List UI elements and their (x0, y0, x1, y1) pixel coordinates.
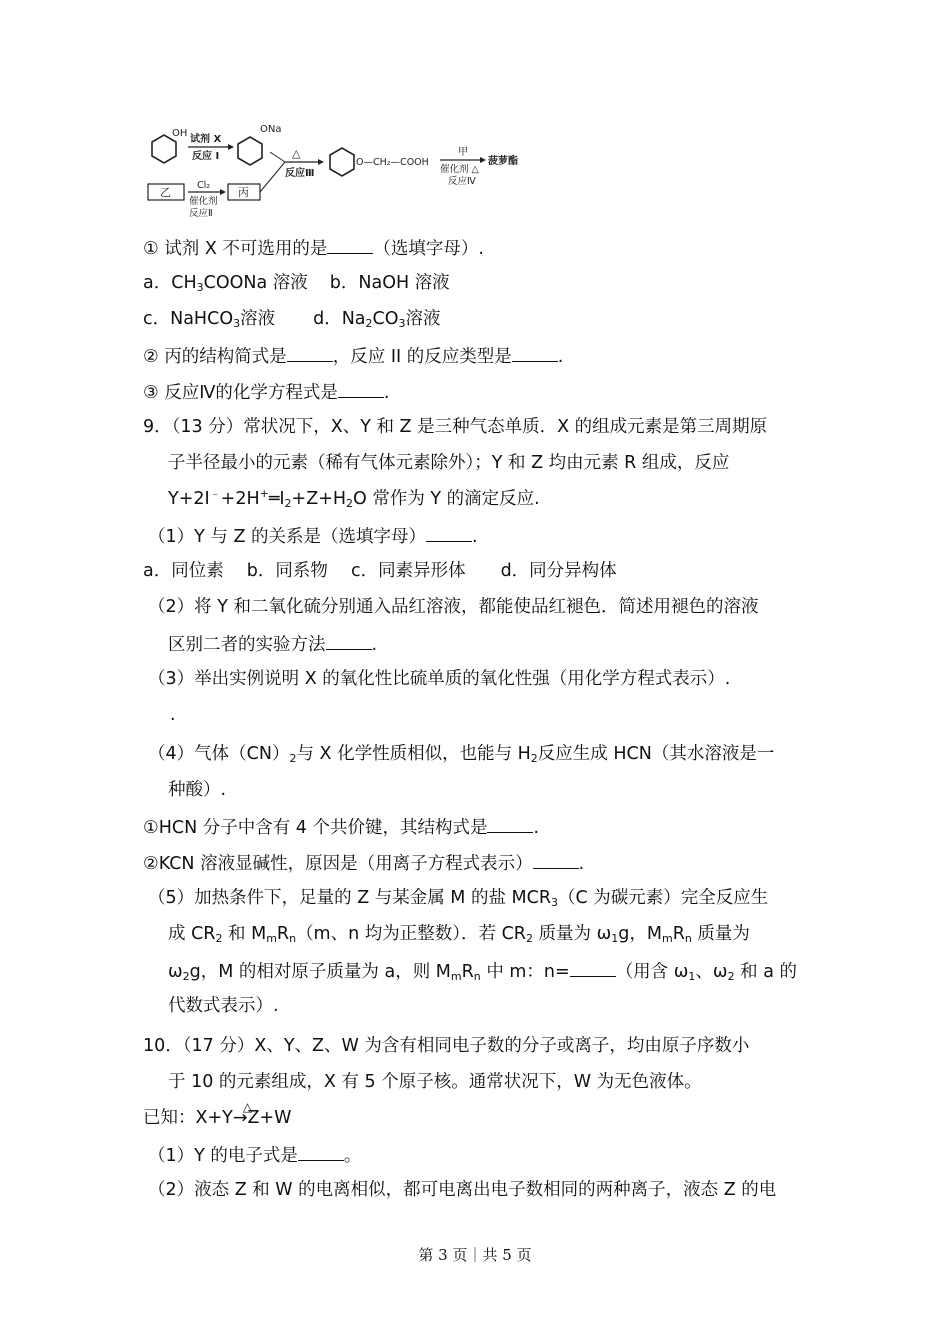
reaction-scheme-figure (140, 122, 525, 222)
answer-blank[interactable] (512, 343, 558, 362)
text-part: R (461, 962, 474, 982)
q9-sub5-line-2 (168, 922, 750, 946)
question-x-prefix: ① 试剂 X 不可选用的是 (143, 239, 328, 259)
ona-label: ONa (260, 124, 282, 135)
q10-stem-line-2: 于 10 的元素组成，X 有 5 个原子核。通常状况下，W 为无色液体。 (168, 1072, 702, 1092)
answer-blank[interactable] (298, 1142, 344, 1161)
delta-label: △ (292, 147, 301, 160)
answer-blank[interactable] (327, 235, 373, 254)
eq-part: ═I (268, 489, 285, 509)
q9-sub5-line-3 (168, 958, 797, 984)
option-d-sub1: 2 (365, 317, 373, 330)
q10-sub2-line: （2）液态 Z 和 W 的电离相似，都可电离出电子数相同的两种离子，液态 Z 的电 (148, 1180, 777, 1200)
q9-sub3-line-2: . (170, 705, 176, 725)
q9-sub2-suffix: . (371, 635, 378, 655)
q9-stem-line-1: 9．（13 分）常状况下，X、Y 和 Z 是三种气态单质．X 的组成元素是第三周期原 (143, 417, 768, 437)
option-b: b．NaOH 溶液 (329, 273, 450, 293)
text-sub: 2 (215, 932, 223, 945)
text-sub: 1 (688, 970, 696, 983)
text-part: g，M 的相对原子质量为 a，则 M (189, 962, 451, 982)
text-sub: n (289, 932, 297, 945)
eq-part: +2H (220, 489, 260, 509)
text-sub: 2 (525, 932, 533, 945)
text-part: R (276, 924, 290, 944)
answer-blank[interactable] (287, 343, 333, 362)
known-products: Z+W (247, 1108, 292, 1128)
text-part: 质量为 (691, 924, 750, 944)
eq-sup: + (259, 487, 269, 500)
reaction-4-label: 反应Ⅳ (448, 176, 476, 187)
benzene-ring-phenoxide (238, 137, 262, 165)
option-d-rest: 溶液 (405, 309, 441, 329)
q10-sub1-line (148, 1142, 361, 1168)
known-reactants: 已知：X+Y (143, 1108, 233, 1128)
text-part: 质量为 ω (532, 924, 612, 944)
option-a-rest: COONa 溶液 (203, 273, 308, 293)
phenol-oh-label: OH (172, 128, 188, 139)
q9-sub4-line-1 (148, 742, 774, 766)
option-d-sub2: 3 (398, 317, 406, 330)
text-part: ω (168, 962, 183, 982)
catalyst-label: 催化剂 (189, 196, 218, 207)
arrow-symbol: → (232, 1108, 248, 1128)
reaction-2-label: 反应Ⅱ (189, 208, 213, 219)
q9-sub4-item1-line (143, 814, 539, 840)
benzene-ring-product (330, 148, 354, 176)
question-iv-prefix: ③ 反应Ⅳ的化学方程式是 (143, 383, 338, 403)
q9-sub2-line-1: （2）将 Y 和二氧化硫分别通入品红溶液，都能使品红褪色．简述用褪色的溶液 (148, 597, 759, 617)
q9-sub1-suffix: . (472, 527, 478, 547)
q9-sub2-prefix: 区别二者的实验方法 (168, 635, 326, 655)
answer-blank[interactable] (487, 814, 533, 833)
text-sub: 2 (530, 752, 538, 765)
side-chain-label: O—CH₂—COOH (356, 157, 429, 168)
q9-sub1-prefix: （1）Y 与 Z 的关系是（选填字母） (148, 527, 426, 547)
eq-part: Y+2I (168, 489, 210, 509)
q9-sub5-line-1 (148, 886, 768, 910)
answer-blank[interactable] (338, 379, 384, 398)
text-part: 反应生成 HCN（其水溶液是一 (537, 744, 775, 764)
text-sub: 3 (551, 896, 559, 909)
heat-arrow (232, 1100, 253, 1130)
text-sub: m (450, 970, 462, 983)
text-part: （5）加热条件下，足量的 Z 与某金属 M 的盐 MCR (148, 888, 552, 908)
q9-stem-line-2: 子半径最小的元素（稀有气体元素除外）；Y 和 Z 均由元素 R 组成，反应 (168, 453, 730, 473)
text-sub: n (684, 932, 692, 945)
text-sub: m (661, 932, 673, 945)
q10-stem-line-1: 10．（17 分）X、Y、Z、W 为含有相同电子数的分子或离子，均由原子序数小 (143, 1036, 750, 1056)
options-cd-line (143, 307, 441, 331)
jia-label: 甲 (458, 147, 468, 158)
text-part: 、ω (695, 962, 728, 982)
item1-prefix: ①HCN 分子中含有 4 个共价键，其结构式是 (143, 818, 488, 838)
answer-blank[interactable] (570, 958, 616, 977)
catalyst-delta-label: 催化剂 △ (440, 164, 479, 175)
text-part: R (672, 924, 685, 944)
text-sub: n (473, 970, 481, 983)
option-a: a．CH (143, 273, 197, 293)
q9-sub3-line-1: （3）举出实例说明 X 的氧化性比硫单质的氧化性强（用化学方程式表示）. (148, 669, 731, 689)
q9-sub5-line-4: 代数式表示）. (168, 996, 279, 1016)
q10-known-line (143, 1100, 292, 1130)
q9-options-line: a．同位素 b．同系物 c．同素异形体 d．同分异构体 (143, 561, 617, 581)
question-bing-mid: ，反应 II 的反应类型是 (332, 347, 512, 367)
text-part: 与 X 化学性质相似，也能与 H (296, 744, 531, 764)
text-part: g，M (618, 924, 662, 944)
item1-suffix: . (533, 818, 540, 838)
question-x-line (143, 235, 484, 261)
eq-sub: 2 (346, 497, 354, 510)
question-iv-suffix: . (383, 383, 390, 403)
text-sub: 2 (182, 970, 190, 983)
q9-sub4-item2-line (143, 850, 584, 876)
text-part: 和 M (222, 924, 267, 944)
text-part: 和 a 的 (734, 962, 797, 982)
answer-blank[interactable] (426, 523, 472, 542)
text-sub: 2 (727, 970, 735, 983)
text-part: （4）气体（CN） (148, 744, 290, 764)
delta-symbol: △ (242, 1100, 253, 1114)
option-d-mid: CO (372, 309, 399, 329)
text-part: （用含 ω (615, 962, 689, 982)
reagent-x-label: 试剂 X (190, 134, 222, 145)
answer-blank[interactable] (326, 631, 372, 650)
bing-label: 丙 (238, 186, 249, 199)
eq-sup: ﹣ (209, 487, 221, 500)
q10-sub1-suffix: 。 (343, 1146, 362, 1166)
text-sub: 2 (289, 752, 297, 765)
question-bing-line (143, 343, 563, 369)
option-d: d．Na (313, 309, 366, 329)
item2-prefix: ②KCN 溶液显碱性，原因是（用离子方程式表示） (143, 854, 533, 874)
text-sub: m (266, 932, 277, 945)
text-part: 中 m：n= (480, 962, 570, 982)
page-footer: 第 3 页｜共 5 页 (418, 1246, 532, 1264)
text-part: 成 CR (168, 924, 216, 944)
q9-stem-line-3 (168, 487, 540, 511)
question-iv-line (143, 379, 389, 405)
product-label: 菠萝酯 (488, 156, 518, 167)
text-sub: 1 (611, 932, 619, 945)
q9-sub1-line (148, 523, 478, 549)
yi-label: 乙 (160, 186, 171, 199)
text-part: （m、n 均为正整数）．若 CR (296, 924, 526, 944)
option-c: c．NaHCO (143, 309, 234, 329)
cl2-label: Cl₂ (197, 180, 211, 191)
options-ab-line (143, 271, 450, 295)
option-a-sub: 3 (196, 281, 204, 294)
question-bing-suffix: . (557, 347, 564, 367)
question-bing-prefix: ② 丙的结构简式是 (143, 347, 287, 367)
q9-sub2-line-2 (168, 631, 377, 657)
question-x-suffix: （选填字母）. (373, 239, 484, 259)
eq-sub: 2 (284, 497, 292, 510)
answer-blank[interactable] (533, 850, 579, 869)
option-c-sub: 3 (233, 317, 241, 330)
q10-sub1-prefix: （1）Y 的电子式是 (148, 1146, 298, 1166)
text-part: （C 为碳元素）完全反应生 (558, 888, 769, 908)
q9-sub4-line-2: 种酸）. (168, 780, 227, 800)
eq-part: +Z+H (291, 489, 347, 509)
benzene-ring-phenol (152, 135, 176, 163)
item2-suffix: . (578, 854, 585, 874)
option-c-rest: 溶液 (240, 309, 276, 329)
reaction-1-label: 反应 I (192, 151, 220, 162)
reaction-3-label: 反应Ⅲ (285, 168, 315, 179)
eq-part: O 常作为 Y 的滴定反应. (353, 489, 540, 509)
